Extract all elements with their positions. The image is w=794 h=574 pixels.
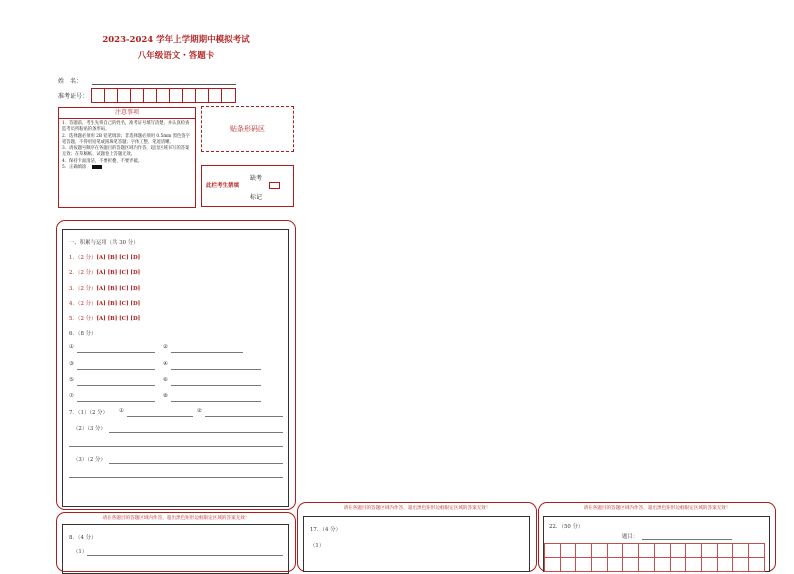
blank-line-6[interactable] — [171, 385, 261, 386]
notice-body — [59, 119, 195, 173]
barcode-area: 贴条形码区 — [201, 106, 294, 152]
essay-title-label: 题目： — [622, 534, 639, 540]
question-22-label: 22．（50 分） — [549, 524, 584, 530]
name-field[interactable] — [92, 76, 236, 85]
answer-area-q8 — [62, 524, 289, 574]
q7-marker-b: ② — [197, 408, 202, 414]
blank-line-2[interactable] — [171, 352, 243, 353]
blank-line-5[interactable] — [77, 385, 155, 386]
blank-line-4[interactable] — [171, 369, 261, 370]
q7-part3-line-1[interactable] — [109, 463, 283, 464]
id-number-boxes[interactable] — [91, 88, 236, 103]
mc-question-1[interactable]: 1．（2 分）[A] [B] [C] [D] — [69, 255, 141, 261]
q17-part1-label: （1） — [310, 543, 325, 549]
notice-item: 1．答题前，考生先将自己的姓名，准考证号填写清楚，并认真检查监考员所粘贴的条形码。 — [62, 121, 190, 133]
blank-line-7[interactable] — [77, 401, 155, 402]
blank-line-8[interactable] — [171, 401, 261, 402]
q7-line-b[interactable] — [205, 416, 283, 417]
fill-sample-mark — [92, 165, 102, 169]
mc-question-5[interactable]: 5．（2 分）[A] [B] [C] [D] — [69, 316, 141, 322]
q8-part1-line[interactable] — [87, 555, 283, 556]
blank-marker-2: ② — [163, 344, 168, 350]
question-17-label: 17．（4 分） — [310, 527, 341, 533]
notice-item: 4．保持卡面清洁，不要折叠、不要弄破。 — [62, 158, 143, 164]
blank-marker-1: ① — [69, 344, 74, 350]
name-label: 姓 名： — [58, 78, 83, 85]
absent-note: 此栏考生禁填 — [206, 183, 240, 189]
boundary-warning: 请在各题目的答题区域内作答，超出黑色矩形边框限定区域的答案无效！ — [102, 516, 250, 521]
blank-marker-8: ⑧ — [163, 393, 168, 399]
q7-part2-line-1[interactable] — [109, 432, 283, 433]
mc-question-4[interactable]: 4．（2 分）[A] [B] [C] [D] — [69, 301, 141, 307]
boundary-warning: 请在各题目的答题区域内作答，超出黑色矩形边框限定区域的答案无效！ — [343, 506, 491, 511]
q8-part1-label: （1） — [73, 549, 88, 555]
essay-title-line[interactable] — [642, 539, 732, 540]
notice-item — [62, 165, 192, 171]
exam-title: 2023-2024 学年上学期期中模拟考试 — [102, 35, 250, 45]
answer-area-q22 — [543, 516, 770, 572]
exam-subtitle: 八年级语文・答题卡 — [137, 51, 215, 61]
absent-checkbox[interactable] — [269, 182, 280, 189]
section1-heading: 一、积累与运用（共 30 分） — [69, 240, 139, 246]
blank-marker-7: ⑦ — [69, 393, 74, 399]
boundary-warning: 请在各题目的答题区域内作答，超出黑色矩形边框限定区域的答案无效！ — [583, 506, 731, 511]
answer-area-q17 — [303, 516, 530, 572]
blank-marker-6: ⑥ — [163, 377, 168, 383]
mc-question-3[interactable]: 3．（2 分）[A] [B] [C] [D] — [69, 286, 141, 292]
q7-part2-line-2[interactable] — [69, 446, 283, 447]
essay-grid[interactable] — [544, 543, 765, 572]
q7-part2-label: （2）（3 分） — [73, 426, 106, 432]
absent-mark-label-top: 缺考 — [250, 175, 263, 182]
blank-line-1[interactable] — [77, 352, 155, 353]
q7-part3-line-2[interactable] — [69, 477, 283, 478]
absent-mark-label-bottom: 标记 — [250, 194, 263, 201]
notice-item: 3．请按题号顺序在各题目的答题区域内作答，超出区域书写的答案无效；在草稿纸、试题卷上答题无效。 — [62, 146, 190, 158]
id-label: 准考证号： — [58, 93, 89, 100]
blank-marker-5: ⑤ — [69, 377, 74, 383]
question-7-label: 7．（1）（2 分） — [69, 410, 108, 416]
question-8-label: 8．（4 分） — [69, 535, 97, 541]
blank-marker-4: ④ — [163, 361, 168, 367]
blank-marker-3: ③ — [69, 361, 74, 367]
notice-item: 2．选择题必须用 2B 铅笔填涂；非选择题必须用 0.5mm 黑色签字笔答题，不得用铅笔或圆珠笔答题；字体工整、笔迹清晰。 — [62, 133, 190, 145]
mc-question-2[interactable]: 2．（2 分）[A] [B] [C] [D] — [69, 270, 141, 276]
absent-box — [201, 165, 294, 207]
notice-item-text: 5．正确填涂 — [62, 165, 87, 171]
question-6-label: 6．（8 分） — [69, 331, 97, 337]
notice-heading: 注意事项 — [59, 108, 195, 119]
blank-line-3[interactable] — [77, 369, 155, 370]
q7-part3-label: （3）（2 分） — [73, 457, 106, 463]
q7-line-a[interactable] — [127, 416, 193, 417]
answer-area-section1 — [62, 229, 289, 507]
notice-box — [58, 107, 196, 208]
q7-marker-a: ① — [119, 408, 124, 414]
